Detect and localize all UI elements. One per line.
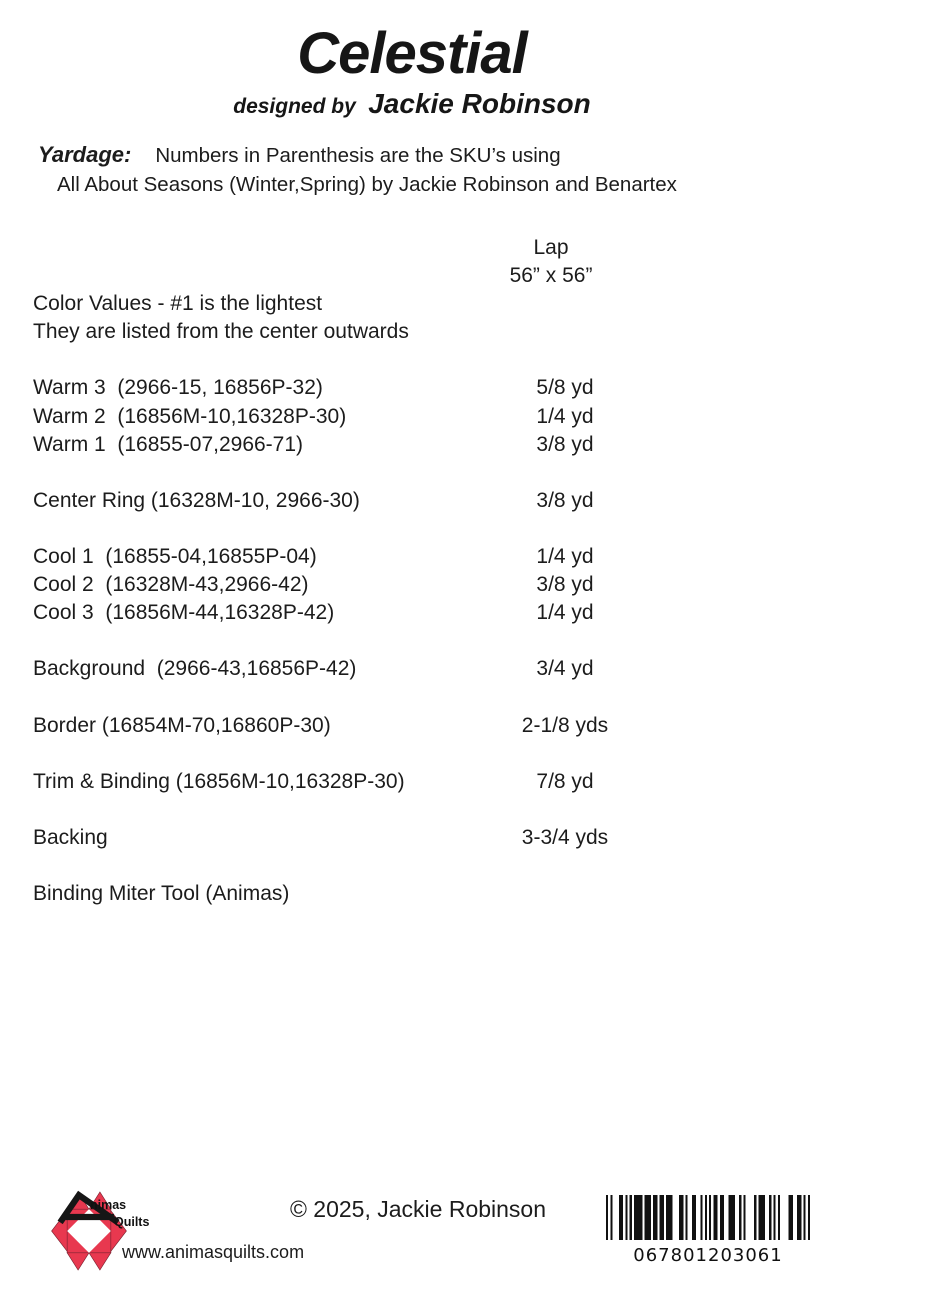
spacer-line <box>0 629 824 657</box>
row-value: 2-1/8 yds <box>521 713 609 737</box>
barcode <box>606 1195 810 1266</box>
size-header-row <box>0 264 824 292</box>
copyright-line: © 2025, Jackie Robinson <box>289 1196 547 1222</box>
logo-text-quilts: Quilts <box>114 1215 150 1229</box>
table-row <box>0 770 824 798</box>
row-value: 3-3/4 yds <box>521 825 609 849</box>
spacer-line <box>0 854 824 882</box>
table-row <box>0 405 824 433</box>
barcode-bars <box>606 1195 810 1240</box>
spacer-line <box>0 686 824 714</box>
row-label: Warm 3 (2966-15, 16856P-32) <box>33 376 323 400</box>
row-value: 1/4 yd <box>536 545 594 569</box>
yardage-intro <box>0 141 677 199</box>
spacer-line <box>0 742 824 770</box>
table-row <box>0 489 824 517</box>
row-value: 3/8 yd <box>536 488 594 512</box>
table-row <box>0 657 824 685</box>
table-row <box>0 376 824 404</box>
row-label: Cool 1 (16855-04,16855P-04) <box>33 545 317 569</box>
row-label: Warm 1 (16855-07,2966-71) <box>33 432 304 456</box>
yardage-intro-line2: All About Seasons (Winter,Spring) by Jackie Robinson and Benartex <box>57 172 677 196</box>
row-value: 3/8 yd <box>536 432 594 456</box>
spacer-line <box>0 517 824 545</box>
table-row <box>0 882 824 910</box>
website-url: www.animasquilts.com <box>122 1242 305 1262</box>
row-label: Trim & Binding (16856M-10,16328P-30) <box>33 769 405 793</box>
table-row <box>0 601 824 629</box>
row-value: 1/4 yd <box>536 404 594 428</box>
row-value: 5/8 yd <box>536 376 594 400</box>
byline <box>0 88 824 120</box>
size-header-row <box>0 236 824 264</box>
table-row <box>0 433 824 461</box>
row-label: Background (2966-43,16856P-42) <box>33 657 357 681</box>
page-title: Celestial <box>297 21 527 86</box>
byline-prefix: designed by <box>233 95 356 118</box>
row-label: Backing <box>33 825 108 849</box>
yardage-intro-line1 <box>0 141 677 171</box>
spacer-line <box>0 798 824 826</box>
table-row <box>0 545 824 573</box>
row-value: 3/8 yd <box>536 573 594 597</box>
spacer-line <box>0 461 824 489</box>
row-value: 3/4 yd <box>536 657 594 681</box>
row-label: Binding Miter Tool (Animas) <box>33 882 290 906</box>
table-row <box>0 714 824 742</box>
color-values-note: Color Values - #1 is the lightest <box>33 292 323 316</box>
row-label: Center Ring (16328M-10, 2966-30) <box>33 488 360 512</box>
row-value: 7/8 yd <box>536 769 594 793</box>
color-values-note: They are listed from the center outwards <box>33 320 409 344</box>
row-label: Border (16854M-70,16860P-30) <box>33 713 331 737</box>
table-row <box>0 573 824 601</box>
row-value: 1/4 yd <box>536 601 594 625</box>
spacer-line <box>0 348 824 376</box>
logo-text-animas: nimas <box>90 1198 127 1212</box>
yardage-heading: Yardage: <box>38 142 132 167</box>
row-label: Cool 3 (16856M-44,16328P-42) <box>33 601 335 625</box>
table-row <box>0 826 824 854</box>
size-header-name: Lap <box>533 236 569 259</box>
row-label: Warm 2 (16856M-10,16328P-30) <box>33 404 347 428</box>
size-header-dimensions: 56” x 56” <box>509 264 593 288</box>
designer-name: Jackie Robinson <box>368 88 591 119</box>
yardage-intro-text: Numbers in Parenthesis are the SKU’s using <box>155 144 561 167</box>
barcode-number: 067801203061 <box>633 1245 783 1266</box>
yardage-table <box>0 236 824 910</box>
row-label: Cool 2 (16328M-43,2966-42) <box>33 573 309 597</box>
